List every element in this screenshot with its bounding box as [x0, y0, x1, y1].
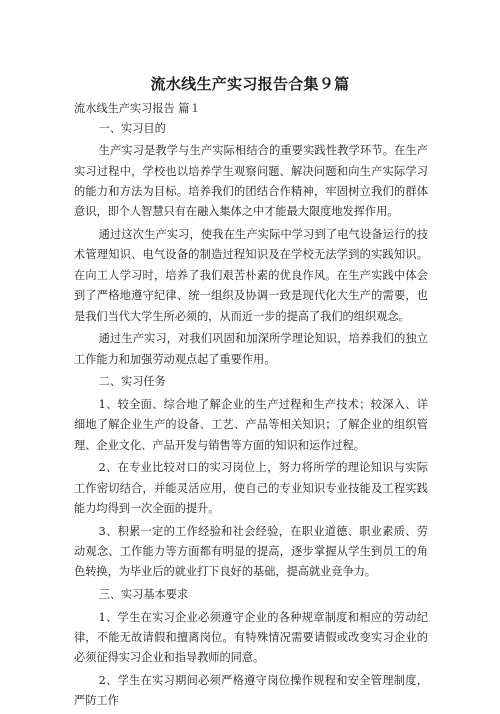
- paragraph: 通过这次生产实习，使我在生产实际中学习到了电气设备运行的技术管理知识、电气设备的制造过程知识及在学校无法学到的实践知识。在向工人学习时，培养了我们艰苦朴素的优良作风。在生产实践中体会到了严格地遵守纪律、统一组织及协调一致是现代化大生产的需要，也是我们当代大学生所必须的，从而近一步的提高了我们的组织观念。: [74, 227, 428, 323]
- paragraph: 通过生产实习，对我们巩固和加深所学理论知识，培养我们的独立工作能力和加强劳动观点起了重要作用。: [74, 332, 428, 366]
- paragraph: 2、学生在实习期间必须严格遵守岗位操作规程和安全管理制度，严防工作: [74, 673, 428, 708]
- paragraph: 3、积累一定的工作经验和社会经验，在职业道德、职业素质、劳动观念、工作能力等方面都有明显的提高，逐步掌握从学生到员工的角色转换，为毕业后的就业打下良好的基础，提高就业竞争力。: [74, 524, 428, 579]
- paragraph: 生产实习是教学与生产实际相结合的重要实践性教学环节。在生产实习过程中，学校也以培养学生观察问题、解决问题和向生产实际学习的能力和方法为目标。培养我们的团结合作精神，牢固树立我们的群体意识，即个人智慧只有在融入集体之中才能最大限度地发挥作用。: [74, 144, 428, 219]
- paragraph: 1、较全面、综合地了解企业的生产过程和生产技术；较深入、详细地了解企业生产的设备、工艺、产品等相关知识；了解企业的组织管理、企业文化、产品开发与销售等方面的知识和运作过程。: [74, 397, 428, 452]
- paragraph: 2、在专业比较对口的实习岗位上，努力将所学的理论知识与实际工作密切结合，并能灵活应用，使自己的专业知识专业技能及工程实践能力均得到一次全面的提升。: [74, 461, 428, 515]
- section-heading-requirements: 三、实习基本要求: [98, 587, 189, 601]
- paragraph: 1、学生在实习企业必须遵守企业的各种规章制度和相应的劳动纪律，不能无故请假和擅离岗位。有特殊情况需要请假或改变实习企业的必须征得实习企业和指导教师的同意。: [74, 610, 428, 665]
- document-title: 流水线生产实习报告合集９篇: [150, 75, 350, 93]
- document-body: [74, 119, 428, 714]
- document-subtitle: 流水线生产实习报告 篇１: [74, 102, 201, 115]
- section-heading-purpose: 一、实习目的: [98, 121, 166, 135]
- section-heading-tasks: 二、实习任务: [98, 375, 166, 389]
